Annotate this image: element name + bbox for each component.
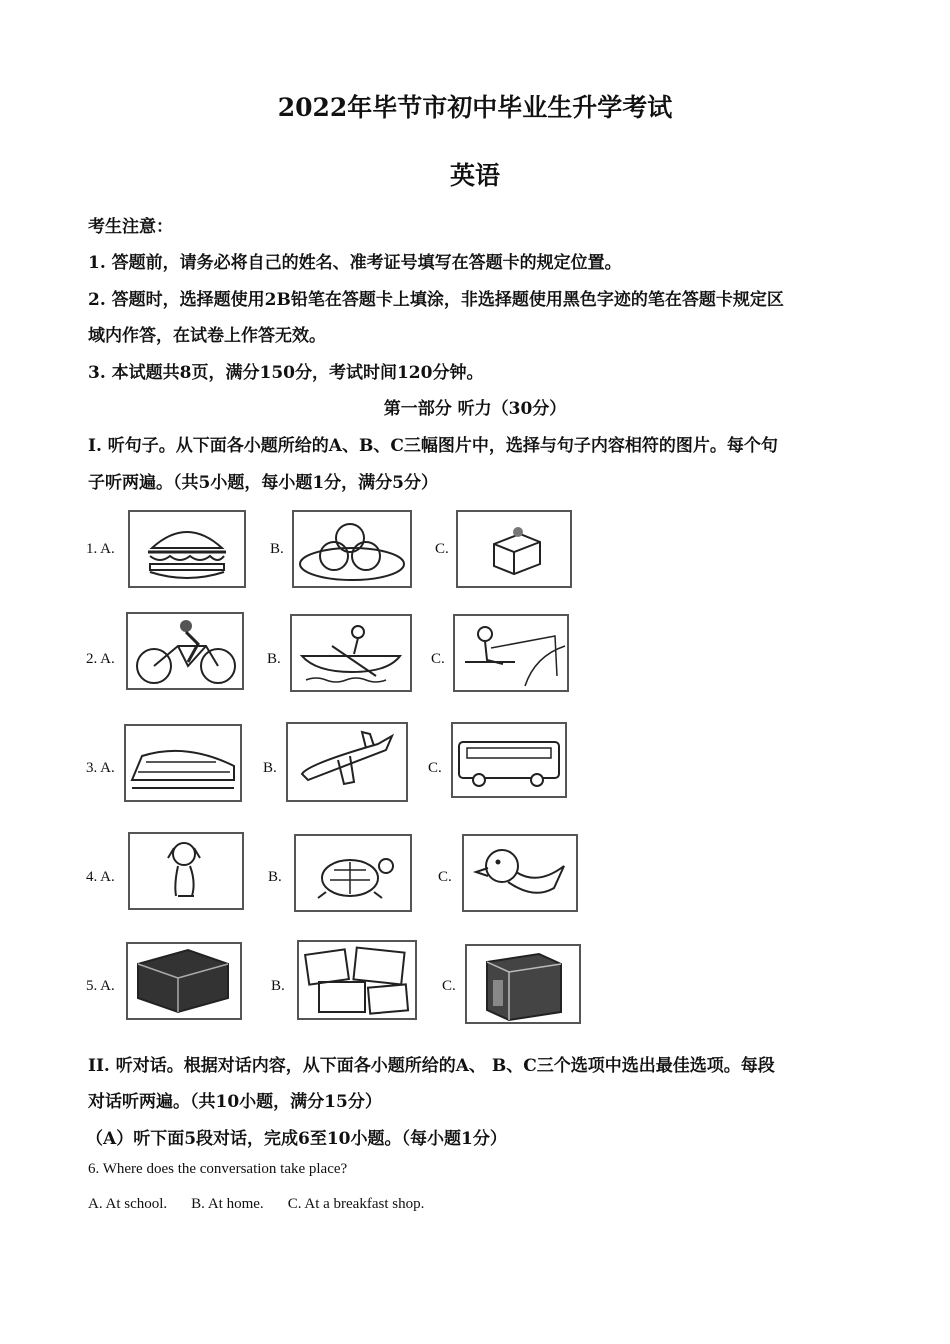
section2-instructions: II. 听对话。根据对话内容，从下面各小题所给的A、 B、C三个选项中选出最佳选项。每段 [88, 1056, 775, 1076]
q3-option-c-label: C. [428, 760, 442, 776]
exam-title: 2022年毕节市初中毕业生升学考试 [277, 93, 673, 122]
notice-item-2: 2. 答题时，选择题使用2B铅笔在答题卡上填涂，非选择题使用黑色字迹的笔在答题卡规定区 [88, 290, 784, 310]
q2-option-a-label: 2. A. [86, 651, 115, 667]
cake-icon[interactable] [456, 510, 572, 588]
section2-sub-a: （A）听下面5段对话，完成6至10小题。（每小题1分） [86, 1129, 507, 1149]
section1-instructions-cont: 子听两遍。（共5小题，每小题1分，满分5分） [88, 473, 438, 493]
q6-stem: 6. Where does the conversation take place? [88, 1161, 348, 1177]
q1-option-b-label: B. [270, 541, 284, 557]
thick-book-icon[interactable] [465, 944, 581, 1024]
section1-instructions: I. 听句子。从下面各小题所给的A、B、C三幅图片中，选择与句子内容相符的图片。每个句 [88, 436, 778, 456]
notice-item-1: 1. 答题前，请务必将自己的姓名、准考证号填写在答题卡的规定位置。 [88, 253, 622, 273]
fishing-icon[interactable] [453, 614, 569, 692]
q5-option-a-label: 5. A. [86, 978, 115, 994]
q6-option-a[interactable]: A. At school. [88, 1196, 168, 1212]
notice-heading: 考生注意： [88, 217, 173, 237]
bus-icon[interactable] [451, 722, 567, 798]
q6-option-c[interactable]: C. At a breakfast shop. [287, 1196, 425, 1212]
q1-option-c-label: C. [435, 541, 449, 557]
dictionary-icon[interactable] [126, 942, 242, 1020]
part1-heading: 第一部分 听力（30分） [383, 399, 567, 419]
airplane-icon[interactable] [286, 722, 408, 802]
steamed-buns-icon[interactable] [292, 510, 412, 588]
q4-option-b-label: B. [268, 869, 282, 885]
q5-option-c-label: C. [442, 978, 456, 994]
dog-icon[interactable] [128, 832, 244, 910]
high-speed-train-icon[interactable] [124, 724, 242, 802]
hamburger-icon[interactable] [128, 510, 246, 588]
magazines-icon[interactable] [297, 940, 417, 1020]
bird-icon[interactable] [462, 834, 578, 912]
turtle-icon[interactable] [294, 834, 412, 912]
q2-option-c-label: C. [431, 651, 445, 667]
q3-option-b-label: B. [263, 760, 277, 776]
notice-item-3: 3. 本试题共8页，满分150分，考试时间120分钟。 [88, 363, 484, 383]
section2-instructions-cont: 对话听两遍。（共10小题，满分15分） [88, 1092, 382, 1112]
q1-option-a-label: 1. A. [86, 541, 115, 557]
subject-title: 英语 [449, 161, 500, 190]
q4-option-a-label: 4. A. [86, 869, 115, 885]
q3-option-a-label: 3. A. [86, 760, 115, 776]
q5-option-b-label: B. [271, 978, 285, 994]
q6-options [88, 1196, 448, 1213]
rowing-boat-icon[interactable] [290, 614, 412, 692]
q6-option-b[interactable]: B. At home. [191, 1196, 264, 1212]
cyclist-icon[interactable] [126, 612, 244, 690]
q2-option-b-label: B. [267, 651, 281, 667]
notice-item-2-cont: 域内作答，在试卷上作答无效。 [88, 326, 326, 346]
q4-option-c-label: C. [438, 869, 452, 885]
